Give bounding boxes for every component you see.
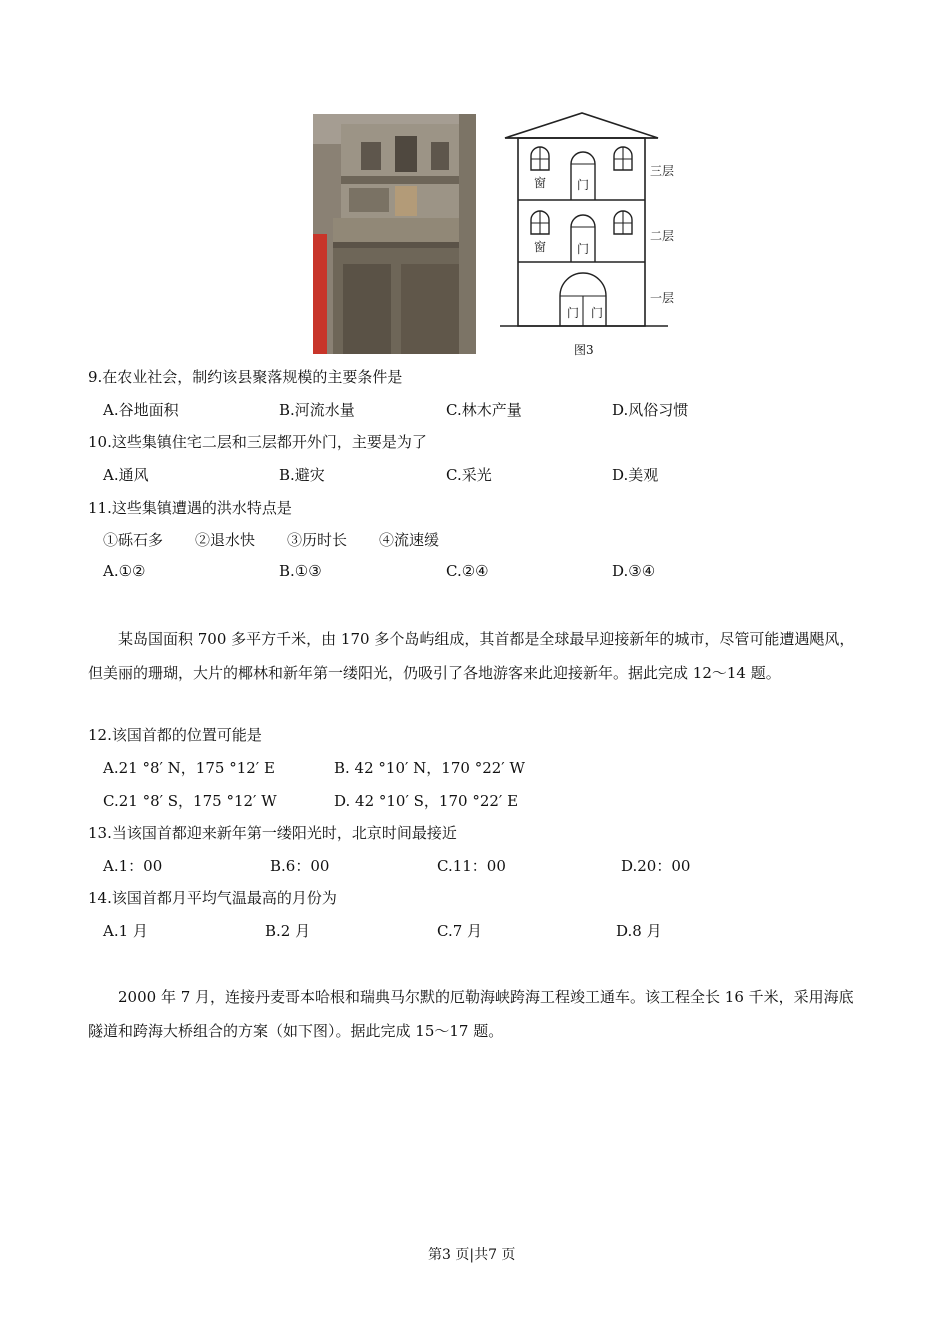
q10-option-d: D.美观 [612, 466, 659, 484]
q11-item-2: ②退水快 [195, 531, 256, 549]
q9-option-d: D.风俗习惯 [612, 401, 689, 419]
window-label: 窗 [534, 240, 547, 254]
q12-option-c: C.21 °8′ S，175 °12′ W [103, 792, 277, 810]
door-label: 门 [567, 306, 580, 320]
door-label: 门 [577, 178, 590, 192]
q9-option-b: B.河流水量 [279, 401, 355, 419]
q13-option-b: B.6：00 [270, 857, 330, 875]
q11-item-4: ④流速缓 [379, 531, 440, 549]
q13-option-d: D.20：00 [621, 857, 691, 875]
question-14-stem: 14.该国首都月平均气温最高的月份为 [88, 889, 337, 907]
q12-option-b: B. 42 °10′ N，170 °22′ W [334, 759, 525, 777]
question-11-stem: 11.这些集镇遭遇的洪水特点是 [88, 499, 292, 517]
question-9-stem: 9.在农业社会，制约该县聚落规模的主要条件是 [88, 368, 403, 386]
question-13-stem: 13.当该国首都迎来新年第一缕阳光时，北京时间最接近 [88, 824, 457, 842]
floor1-label: 一层 [650, 291, 675, 305]
q11-item-1: ①砾石多 [103, 531, 164, 549]
figure-3-diagram [500, 110, 680, 360]
window-label: 窗 [534, 176, 547, 190]
passage-oresund: 2000 年 7 月，连接丹麦哥本哈根和瑞典马尔默的厄勒海峡跨海工程竣工通车。该工程全长 16 千米，采用海底隧道和跨海大桥组合的方案（如下图）。据此完成 15～17 题。 [88, 988, 854, 1040]
q10-option-a: A.通风 [103, 466, 149, 484]
door-label: 门 [577, 242, 590, 256]
question-12-stem: 12.该国首都的位置可能是 [88, 726, 262, 744]
q13-option-a: A.1：00 [103, 857, 163, 875]
q11-option-c: C.②④ [446, 562, 489, 580]
question-10-stem: 10.这些集镇住宅二层和三层都开外门，主要是为了 [88, 433, 427, 451]
q11-option-d: D.③④ [612, 562, 656, 580]
q13-option-c: C.11：00 [437, 857, 506, 875]
page-number: 第3 页|共7 页 [428, 1247, 516, 1263]
q11-item-3: ③历时长 [287, 531, 348, 549]
q10-option-c: C.采光 [446, 466, 492, 484]
door-label: 门 [591, 306, 604, 320]
q14-option-d: D.8 月 [616, 922, 662, 940]
building-photo [313, 114, 476, 354]
q9-option-c: C.林木产量 [446, 401, 522, 419]
q12-option-d: D. 42 °10′ S，170 °22′ E [334, 792, 519, 810]
figure-caption: 图3 [574, 343, 594, 357]
q11-option-a: A.①② [103, 562, 146, 580]
q14-option-a: A.1 月 [103, 922, 148, 940]
q14-option-b: B.2 月 [265, 922, 311, 940]
floor3-label: 三层 [650, 164, 675, 178]
q9-option-a: A.谷地面积 [103, 401, 179, 419]
floor2-label: 二层 [650, 229, 675, 243]
q12-option-a: A.21 °8′ N，175 °12′ E [103, 759, 275, 777]
q10-option-b: B.避灾 [279, 466, 325, 484]
q14-option-c: C.7 月 [437, 922, 483, 940]
q11-option-b: B.①③ [279, 562, 322, 580]
passage-islands: 某岛国面积 700 多平方千米，由 170 多个岛屿组成，其首都是全球最早迎接新年的城市，尽管可能遭遇飓风，但美丽的珊瑚，大片的椰林和新年第一缕阳光，仍吸引了各地游客来此迎接新年。据此完成 12～14 题。 [88, 630, 855, 682]
